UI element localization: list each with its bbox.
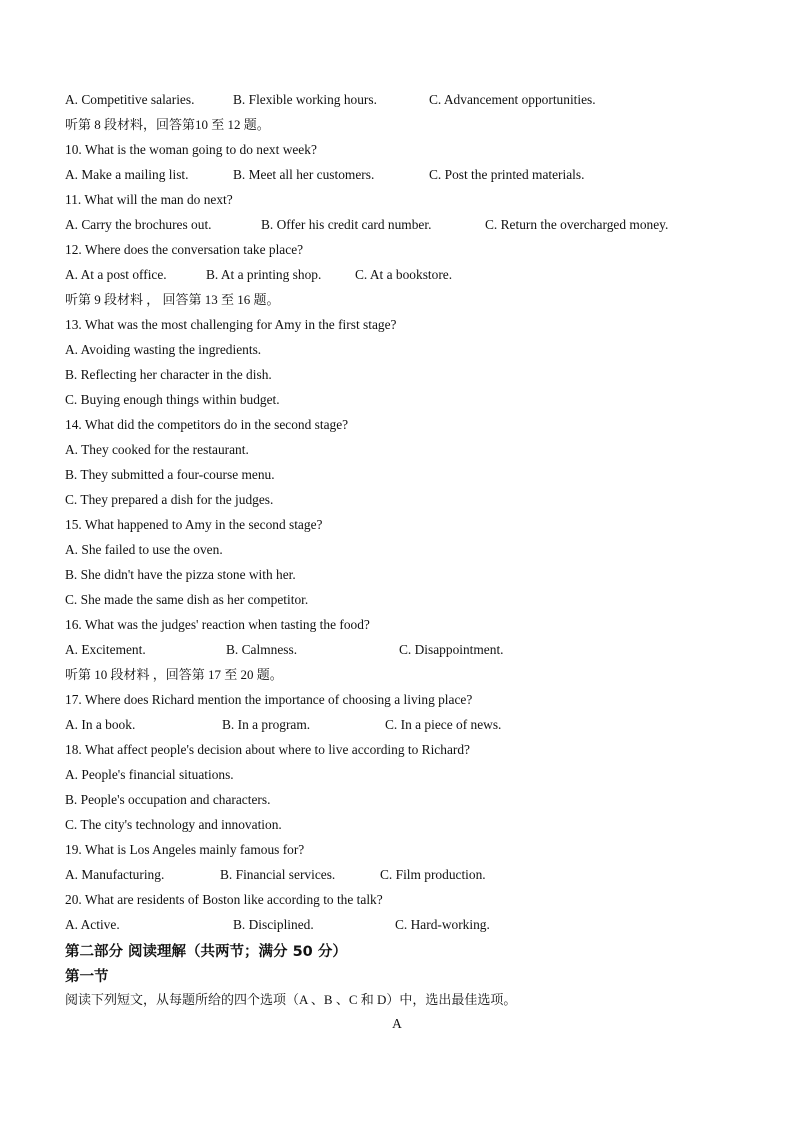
q20-question: 20. What are residents of Boston like according to the talk? [65, 892, 383, 907]
q14-option-a: A. They cooked for the restaurant. [65, 442, 249, 457]
q12-option-b: B. At a printing shop. [206, 267, 322, 282]
q17-option-a: A. In a book. [65, 717, 136, 732]
q16-option-b: B. Calmness. [226, 642, 298, 657]
q14-question: 14. What did the competitors do in the second stage? [65, 417, 349, 432]
q9-option-b: B. Flexible working hours. [233, 92, 377, 107]
q20-option-b: B. Disciplined. [233, 917, 314, 932]
q20-option-c: C. Hard-working. [395, 917, 490, 932]
q10-option-c: C. Post the printed materials. [429, 167, 585, 182]
q15-option-b: B. She didn't have the pizza stone with her. [65, 567, 296, 582]
q11-option-b: B. Offer his credit card number. [261, 217, 432, 232]
passage-label: A [392, 1016, 402, 1031]
q19-option-a: A. Manufacturing. [65, 867, 165, 882]
q18-question: 18. What affect people's decision about where to live according to Richard? [65, 742, 470, 757]
q18-option-b: B. People's occupation and characters. [65, 792, 271, 807]
q11-option-c: C. Return the overcharged money. [485, 217, 669, 232]
q10-option-b: B. Meet all her customers. [233, 167, 375, 182]
q16-option-c: C. Disappointment. [399, 642, 504, 657]
q12-option-a: A. At a post office. [65, 267, 167, 282]
section-1-heading: 第一节 [65, 969, 109, 985]
segment-8-instruction: 听第 8 段材料，回答第10 至 12 题。 [65, 117, 270, 132]
q14-option-c: C. They prepared a dish for the judges. [65, 492, 274, 507]
q12-question: 12. Where does the conversation take place? [65, 242, 304, 257]
q14-option-b: B. They submitted a four-course menu. [65, 467, 275, 482]
q10-option-a: A. Make a mailing list. [65, 167, 189, 182]
q18-option-a: A. People's financial situations. [65, 767, 234, 782]
reading-instruction: 阅读下列短文，从每题所给的四个选项（A 、B 、C 和 D）中，选出最佳选项。 [65, 992, 517, 1007]
segment-10-instruction: 听第 10 段材料 ，回答第 17 至 20 题。 [65, 667, 283, 682]
q13-question: 13. What was the most challenging for Amy in the first stage? [65, 317, 397, 332]
q11-question: 11. What will the man do next? [65, 192, 233, 207]
q16-option-a: A. Excitement. [65, 642, 146, 657]
q13-option-b: B. Reflecting her character in the dish. [65, 367, 272, 382]
q15-question: 15. What happened to Amy in the second stage? [65, 517, 323, 532]
part-2-heading: 第二部分 阅读理解（共两节；满分 50 分） [65, 944, 347, 960]
q19-option-c: C. Film production. [380, 867, 486, 882]
q18-option-c: C. The city's technology and innovation. [65, 817, 282, 832]
q9-option-c: C. Advancement opportunities. [429, 92, 596, 107]
q15-option-a: A. She failed to use the oven. [65, 542, 223, 557]
q13-option-c: C. Buying enough things within budget. [65, 392, 280, 407]
q15-option-c: C. She made the same dish as her competitor. [65, 592, 309, 607]
q12-option-c: C. At a bookstore. [355, 267, 453, 282]
q11-option-a: A. Carry the brochures out. [65, 217, 212, 232]
q20-option-a: A. Active. [65, 917, 120, 932]
q13-option-a: A. Avoiding wasting the ingredients. [65, 342, 262, 357]
q17-question: 17. Where does Richard mention the importance of choosing a living place? [65, 692, 473, 707]
q17-option-b: B. In a program. [222, 717, 311, 732]
q10-question: 10. What is the woman going to do next week? [65, 142, 317, 157]
q19-option-b: B. Financial services. [220, 867, 336, 882]
q16-question: 16. What was the judges' reaction when tasting the food? [65, 617, 370, 632]
q17-option-c: C. In a piece of news. [385, 717, 502, 732]
q9-option-a: A. Competitive salaries. [65, 92, 195, 107]
segment-9-instruction: 听第 9 段材料 ， 回答第 13 至 16 题。 [65, 292, 280, 307]
q19-question: 19. What is Los Angeles mainly famous for? [65, 842, 305, 857]
